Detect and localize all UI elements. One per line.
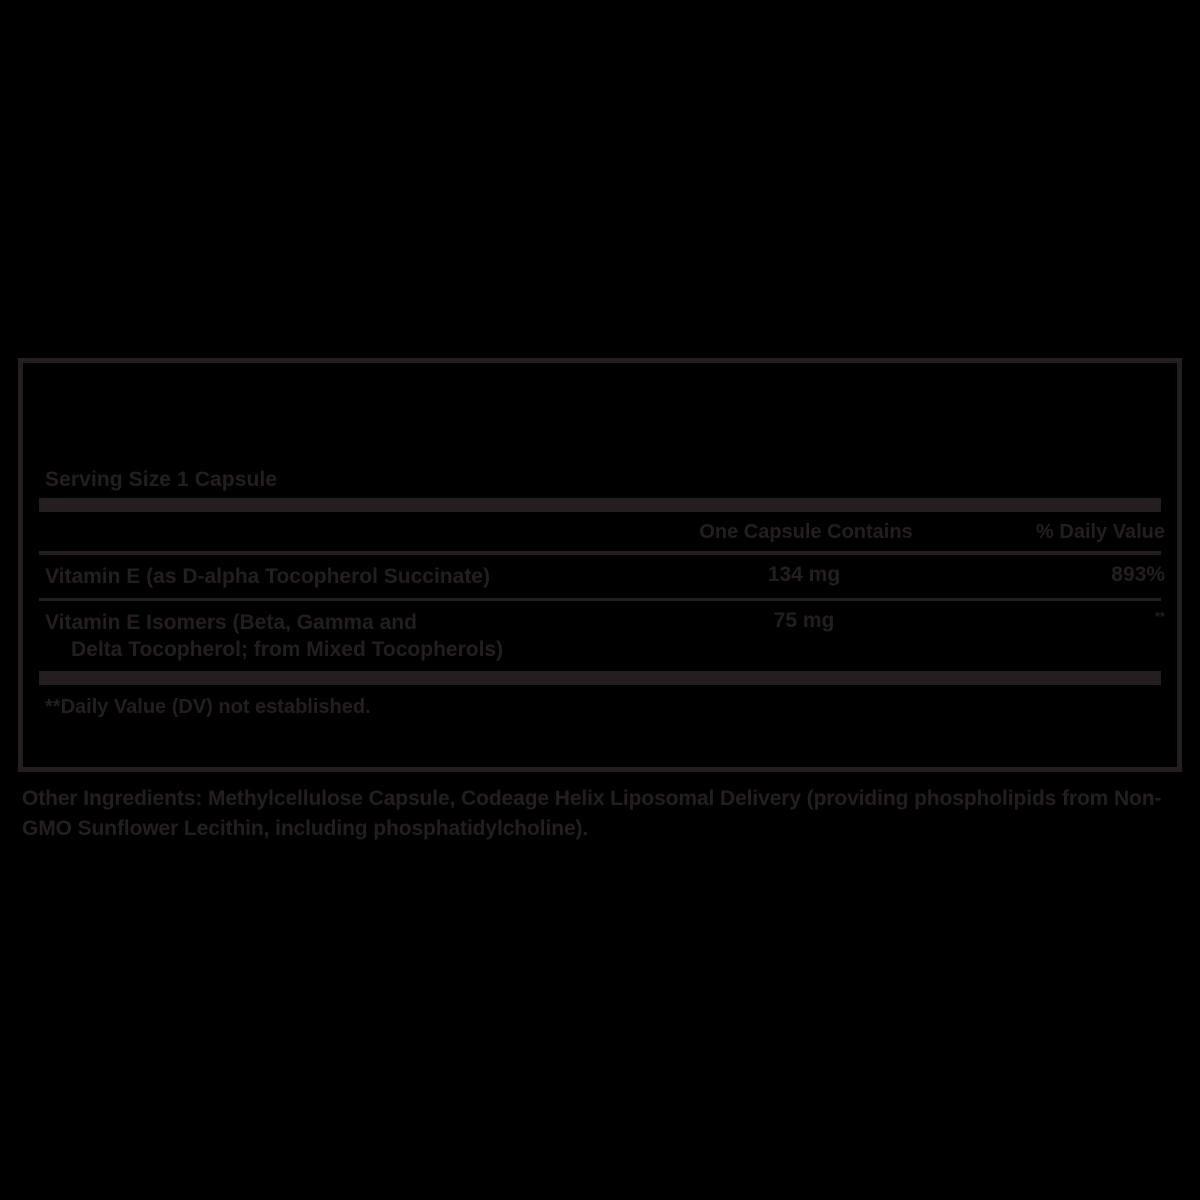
table-header-row [39,512,1171,551]
table-row [39,601,1171,671]
other-ingredients-block [22,784,1188,844]
nutrient-daily-value: ** [1154,609,1165,624]
nutrient-name-line-1: Vitamin E Isomers (Beta, Gamma and [45,611,417,634]
rule-above-footnote [39,671,1161,685]
supplement-facts-box [18,358,1182,772]
nutrient-amount: 134 mg [767,563,841,586]
nutrient-name [39,609,659,663]
nutrient-daily-value: 893% [1111,563,1165,586]
column-header-daily-value: % Daily Value [1036,521,1165,543]
column-header-name [39,521,659,544]
headline-spacer [39,363,1161,467]
other-ingredients-text: Methylcellulose Capsule, Codeage Helix Liposomal Delivery (providing phospholipids from Non-GMO Sunflower Lecithin, including phosphatidylcholine). [22,787,1162,840]
rule-below-serving-size [39,498,1161,512]
daily-value-footnote: **Daily Value (DV) not established. [45,696,371,718]
nutrient-name-line-2: Delta Tocopherol; from Mixed Tocopherols) [71,638,504,661]
nutrient-amount: 75 mg [773,609,835,632]
table-row [39,555,1171,598]
nutrient-name: Vitamin E (as D-alpha Tocopherol Succinate) [45,565,490,588]
column-header-amount: One Capsule Contains [699,521,913,543]
supplement-facts-inner [23,363,1177,767]
nutrient-rows-table-2 [39,601,1171,671]
nutrient-rows-table [39,555,1171,598]
serving-size-label: Serving Size 1 Capsule [45,468,278,491]
supplement-facts-table [39,512,1171,551]
other-ingredients-label: Other Ingredients: [22,787,203,810]
